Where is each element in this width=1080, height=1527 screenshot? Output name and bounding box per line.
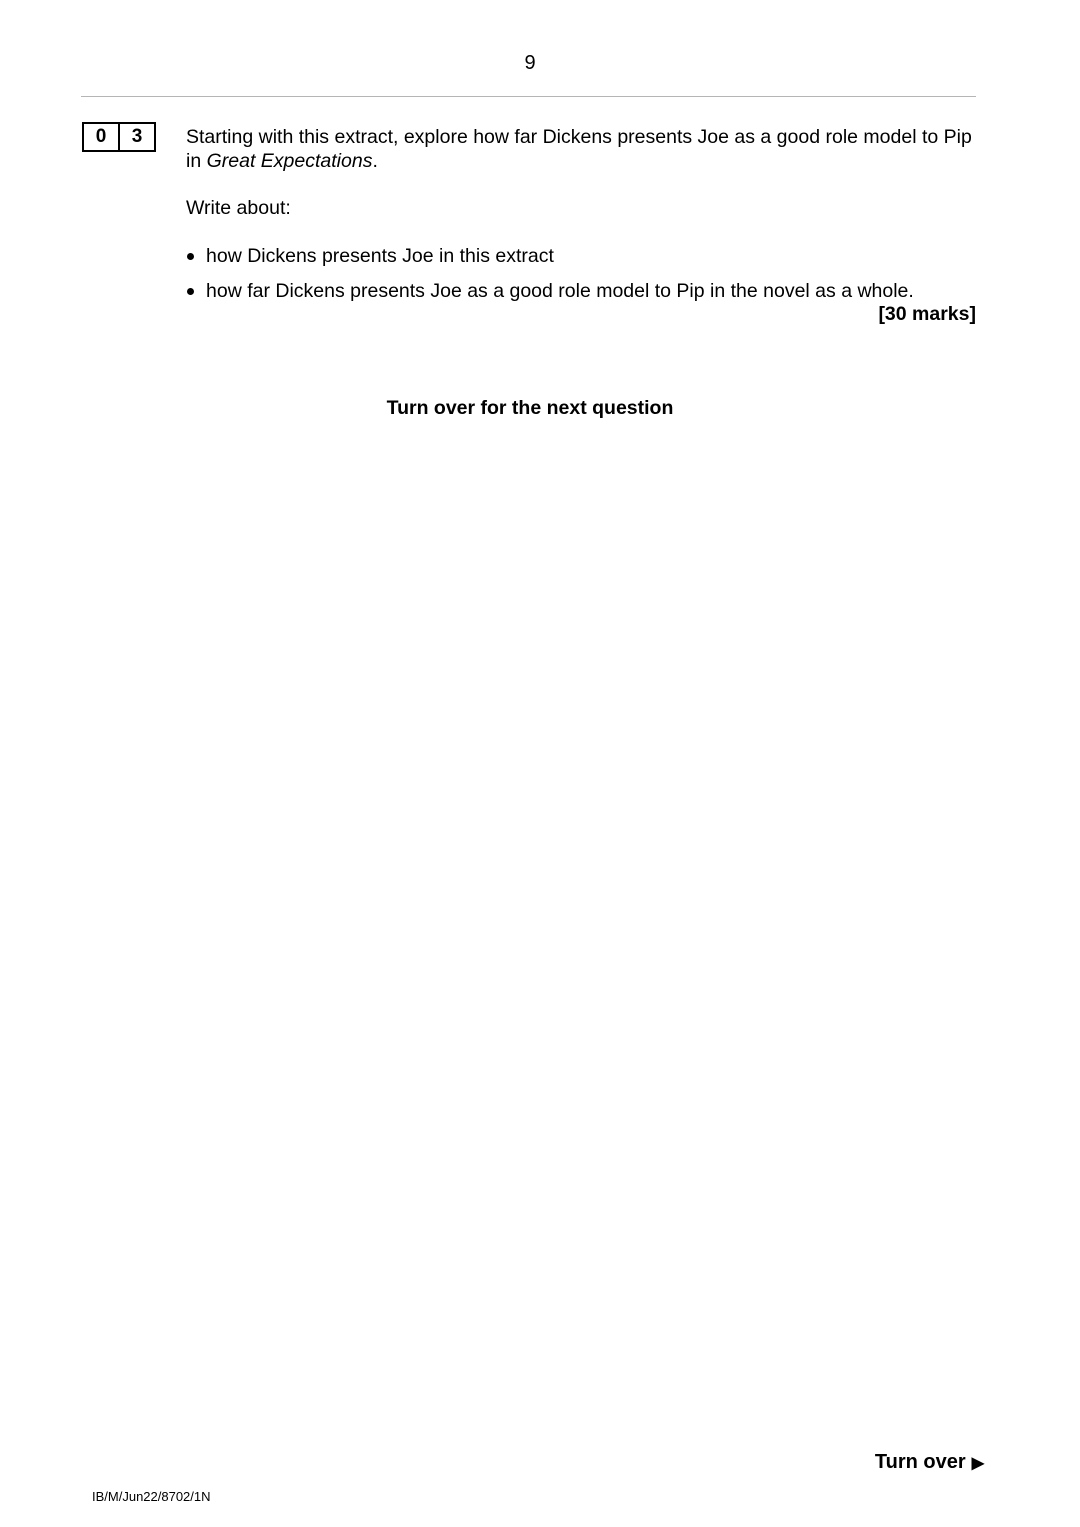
question-number-digit: 3 [118,124,154,150]
question-text: Starting with this extract, explore how far Dickens presents Joe as a good role model to Pip in [186,126,972,172]
page-number: 9 [524,52,536,74]
question-number-box [82,122,156,152]
question-prompt [186,125,976,173]
write-about-label: Write about: [186,197,291,219]
turn-over-footer [875,1451,984,1474]
paper-code: IB/M/Jun22/8702/1N [92,1489,211,1504]
question-number-digit: 0 [95,126,107,147]
bullet-list [186,245,914,315]
marks-label: [30 marks] [878,303,976,325]
right-triangle-arrow-icon: ▶ [971,1455,984,1472]
turn-over-label: Turn over [874,1451,966,1473]
novel-title: Great Expectations [206,150,373,172]
question-text-end: . [372,150,378,172]
bullet-item: how Dickens presents Joe in this extract [186,245,914,280]
turn-over-next-question: Turn over for the next question [386,397,674,419]
header-divider [81,96,976,97]
bullet-item: how far Dickens presents Joe as a good role model to Pip in the novel as a whole. [186,280,914,315]
